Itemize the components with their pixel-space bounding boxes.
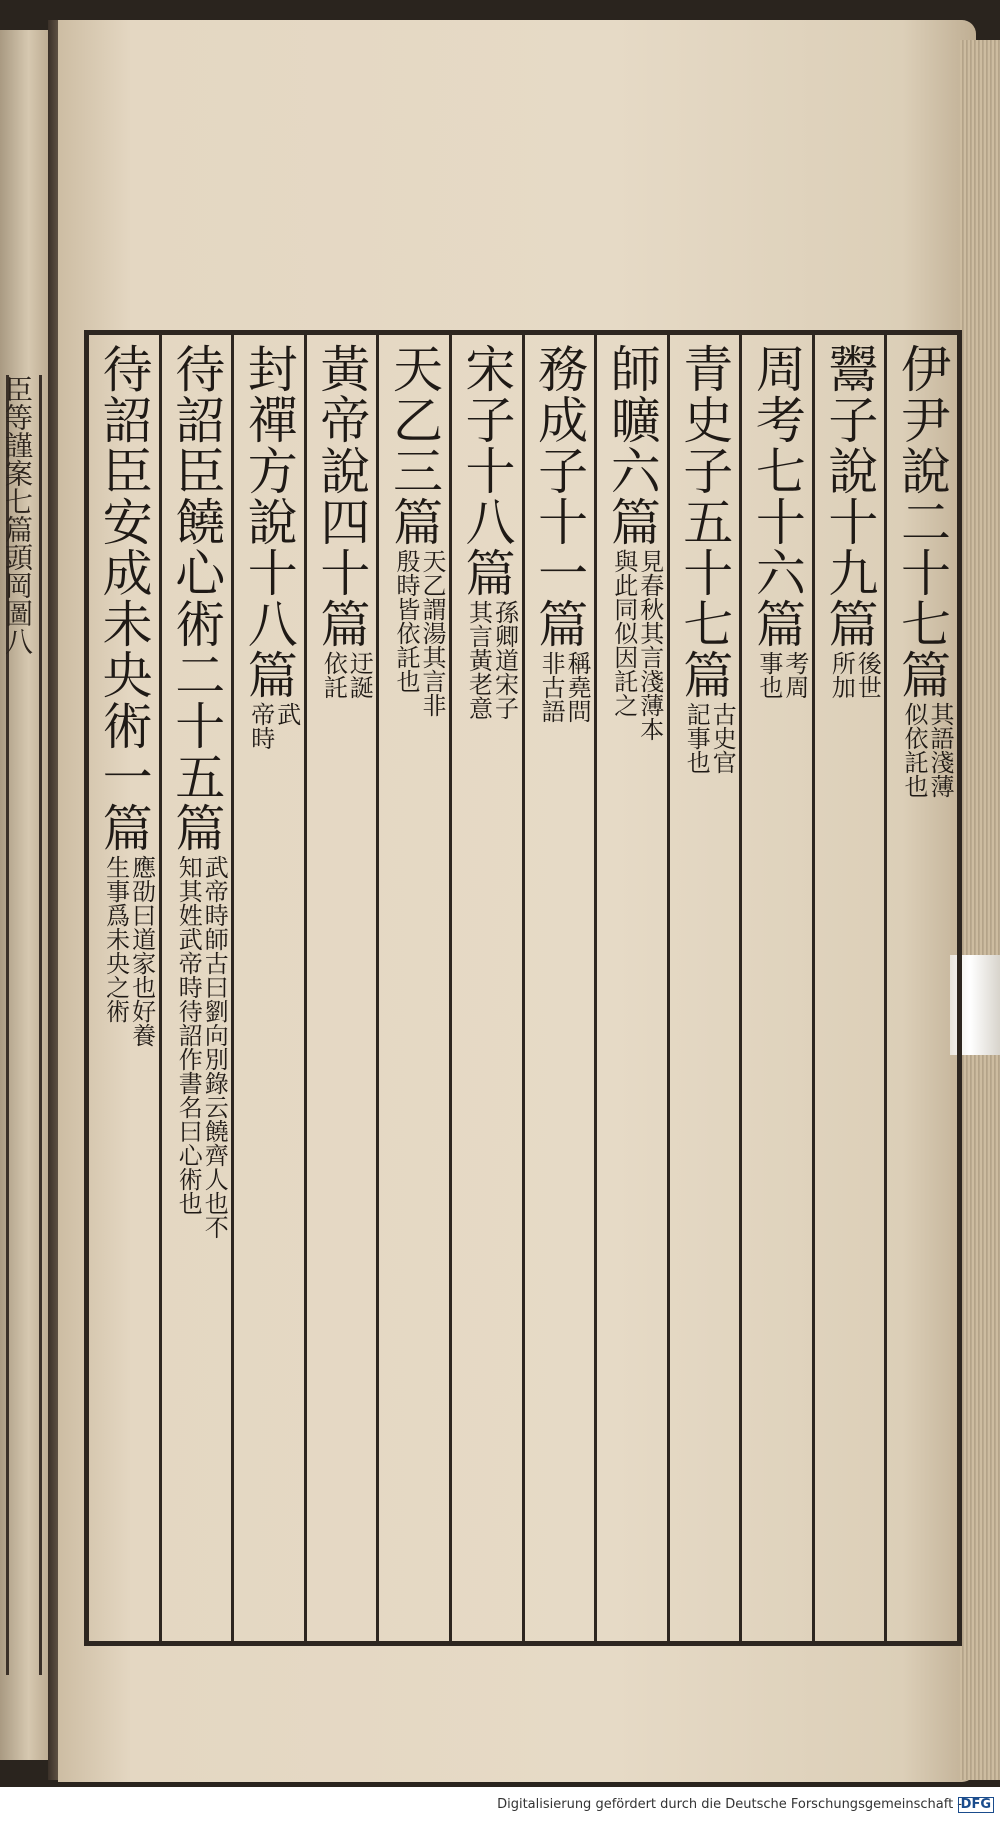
column-content xyxy=(456,343,518,598)
column-content xyxy=(238,343,300,700)
previous-page-edge xyxy=(0,30,52,1760)
main-entry-text: 師曠六篇 xyxy=(602,343,661,547)
main-entry-text: 待詔臣饒心術二十五篇 xyxy=(167,343,226,853)
footer-bar xyxy=(0,1787,1000,1827)
text-column xyxy=(89,335,159,1641)
annotation-text: 依託 xyxy=(319,651,348,699)
column-content xyxy=(891,343,953,700)
annotation-text: 孫卿道宋子 xyxy=(490,600,519,720)
annotation-text: 武 xyxy=(272,702,301,726)
main-entry-text: 務成子十一篇 xyxy=(530,343,589,649)
annotation-text: 稱堯問 xyxy=(563,651,592,723)
annotation-pair xyxy=(466,600,518,720)
annotation-text: 迂誕 xyxy=(345,651,374,699)
annotation-text: 後世 xyxy=(853,651,882,699)
text-column xyxy=(449,335,522,1641)
annotation-pair xyxy=(248,702,300,750)
annotation-text: 事也 xyxy=(754,651,783,699)
annotation-text: 考周 xyxy=(780,651,809,699)
column-content xyxy=(601,343,663,547)
column-content xyxy=(528,343,590,649)
annotation-text: 其語淺薄 xyxy=(926,702,954,798)
annotation-text: 天乙謂湯其言非 xyxy=(417,549,446,717)
text-column xyxy=(231,335,304,1641)
main-entry-text: 封禪方說十八篇 xyxy=(239,343,298,700)
annotation-text: 非古語 xyxy=(537,651,566,723)
annotation-text: 生事爲未央之術 xyxy=(101,855,130,1023)
text-columns xyxy=(89,335,957,1641)
column-content xyxy=(165,343,227,853)
annotation-text: 帝時 xyxy=(246,702,275,750)
annotation-pair xyxy=(175,855,227,1239)
text-frame xyxy=(84,330,962,1646)
annotation-text: 知其姓武帝時待詔作書名曰心術也 xyxy=(174,855,203,1215)
annotation-text: 與此同似因託之 xyxy=(609,549,638,717)
text-column xyxy=(884,335,957,1641)
annotation-text: 其言黃老意 xyxy=(464,600,493,720)
column-content xyxy=(746,343,808,649)
column-content xyxy=(93,343,155,853)
main-entry-text: 周考七十六篇 xyxy=(747,343,806,649)
main-entry-text: 伊尹說二十七篇 xyxy=(893,343,951,700)
column-content xyxy=(818,343,880,649)
annotation-text: 見春秋其言淺薄本 xyxy=(635,549,664,741)
dfg-logo: DFG xyxy=(958,1797,994,1813)
annotation-pair xyxy=(103,855,155,1047)
text-column xyxy=(376,335,449,1641)
annotation-text: 武帝時師古曰劉向別錄云饒齊人也不 xyxy=(200,855,229,1239)
annotation-pair xyxy=(756,651,808,699)
annotation-text: 殷時皆依託也 xyxy=(391,549,420,693)
page-stack xyxy=(960,40,1000,1780)
footer-credit: Digitalisierung gefördert durch die Deutsche Forschungsgemeinschaft - xyxy=(497,1797,962,1812)
annotation-pair xyxy=(828,651,880,699)
column-content xyxy=(673,343,735,700)
annotation-text: 似依託也 xyxy=(900,702,928,798)
main-entry-text: 鬻子說十九篇 xyxy=(820,343,879,649)
text-column xyxy=(812,335,885,1641)
text-column xyxy=(304,335,377,1641)
text-column xyxy=(522,335,595,1641)
text-column xyxy=(739,335,812,1641)
annotation-pair xyxy=(611,549,663,741)
annotation-pair xyxy=(320,651,372,699)
text-column xyxy=(159,335,232,1641)
main-entry-text: 宋子十八篇 xyxy=(457,343,516,598)
column-content xyxy=(383,343,445,547)
annotation-pair xyxy=(393,549,445,717)
annotation-pair xyxy=(901,702,953,798)
text-column xyxy=(667,335,740,1641)
annotation-text: 應劭曰道家也好養 xyxy=(127,855,156,1047)
previous-page-margin-text: 臣等謹案七篇頭岡圖八 xyxy=(1,375,34,655)
main-entry-text: 青史子五十七篇 xyxy=(675,343,734,700)
annotation-text: 記事也 xyxy=(682,702,711,774)
text-column xyxy=(594,335,667,1641)
annotation-pair xyxy=(538,651,590,723)
main-entry-text: 待詔臣安成未央術一篇 xyxy=(94,343,153,853)
main-entry-text: 天乙三篇 xyxy=(384,343,443,547)
column-content xyxy=(310,343,372,649)
annotation-text: 所加 xyxy=(827,651,856,699)
main-entry-text: 黃帝說四十篇 xyxy=(312,343,371,649)
annotation-pair xyxy=(683,702,735,774)
annotation-text: 古史官 xyxy=(708,702,737,774)
